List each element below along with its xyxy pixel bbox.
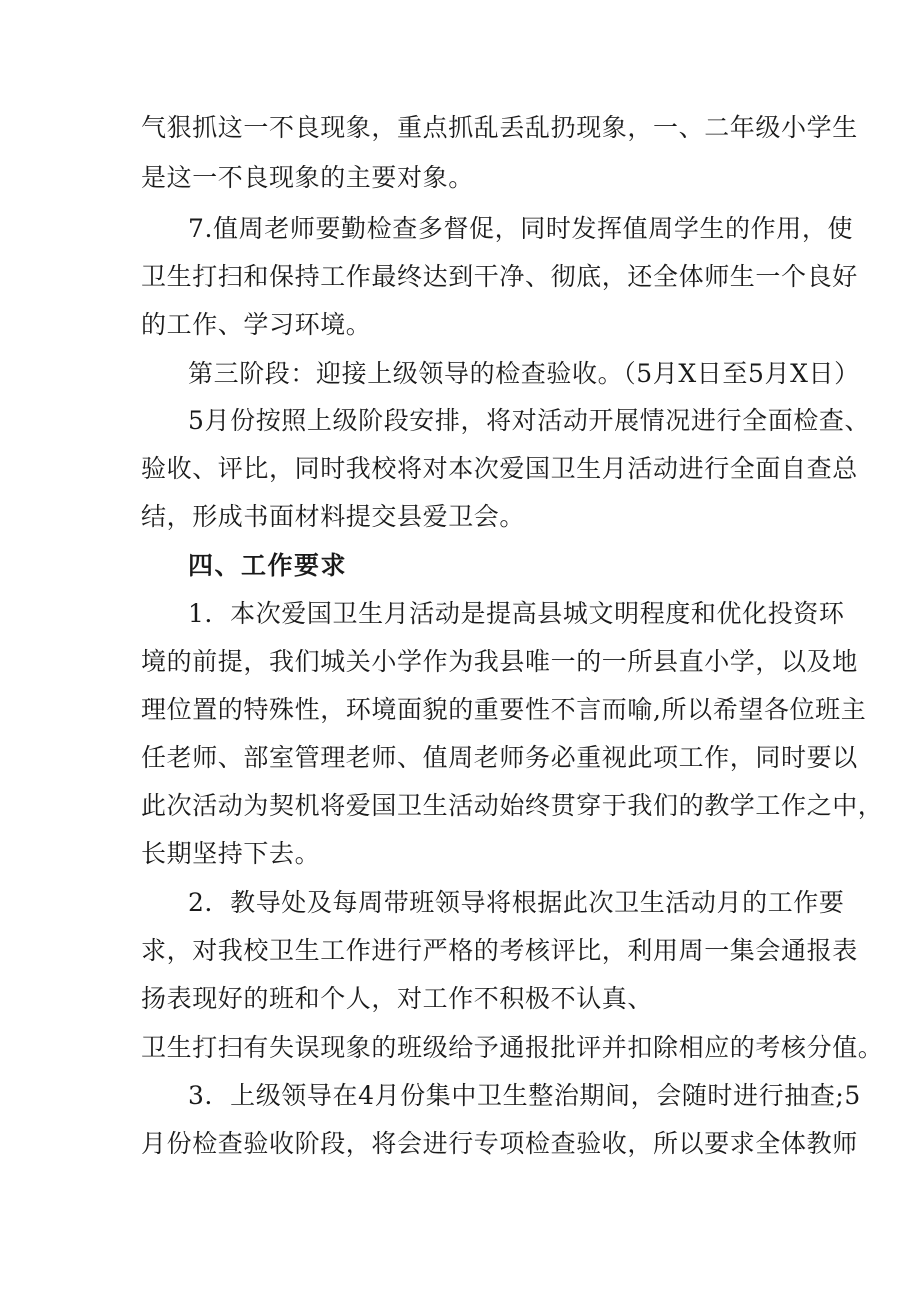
text-line: 的工作、学习环境。 <box>141 310 372 339</box>
text-line: 1．本次爱国卫生月活动是提高县城文明程度和优化投资环 <box>188 599 845 628</box>
text-line: 此次活动为契机将爱国卫生活动始终贯穿于我们的教学工作之中， <box>141 791 884 820</box>
text-line: 月份检查验收阶段，将会进行专项检查验收，所以要求全体教师 <box>141 1129 858 1158</box>
text-line: 任老师、部室管理老师、值周老师务必重视此项工作，同时要以 <box>141 743 858 772</box>
text-line: 第三阶段：迎接上级领导的检查验收。（5月X日至5月X日） <box>188 359 860 388</box>
text-line: 卫生打扫和保持工作最终达到干净、彻底，还全体师生一个良好 <box>141 262 858 291</box>
text-line: 结，形成书面材料提交县爱卫会。 <box>141 502 526 531</box>
text-line: 5月份按照上级阶段安排，将对活动开展情况进行全面检查、 <box>188 406 871 435</box>
text-line: 验收、评比，同时我校将对本次爱国卫生月活动进行全面自查总 <box>141 454 858 483</box>
text-line: 长期坚持下去。 <box>141 839 321 868</box>
text-line: 理位置的特殊性，环境面貌的重要性不言而喻,所以希望各位班主 <box>141 695 867 724</box>
text-line: 是这一不良现象的主要对象。 <box>141 163 474 192</box>
text-line: 气狠抓这一不良现象，重点抓乱丢乱扔现象，一、二年级小学生 <box>141 113 858 142</box>
text-line: 卫生打扫有失误现象的班级给予通报批评并扣除相应的考核分值。 <box>141 1033 884 1062</box>
text-line: 境的前提，我们城关小学作为我县唯一的一所县直小学，以及地 <box>141 647 858 676</box>
text-line: 3．上级领导在4月份集中卫生整治期间，会随时进行抽查;5 <box>188 1081 861 1110</box>
section-heading: 四、工作要求 <box>188 551 348 580</box>
text-line: 扬表现好的班和个人，对工作不积极不认真、 <box>141 984 654 1013</box>
text-line: 7.值周老师要勤检查多督促，同时发挥值周学生的作用，使 <box>188 214 854 243</box>
text-line: 2．教导处及每周带班领导将根据此次卫生活动月的工作要 <box>188 888 845 917</box>
text-line: 求，对我校卫生工作进行严格的考核评比，利用周一集会通报表 <box>141 936 858 965</box>
